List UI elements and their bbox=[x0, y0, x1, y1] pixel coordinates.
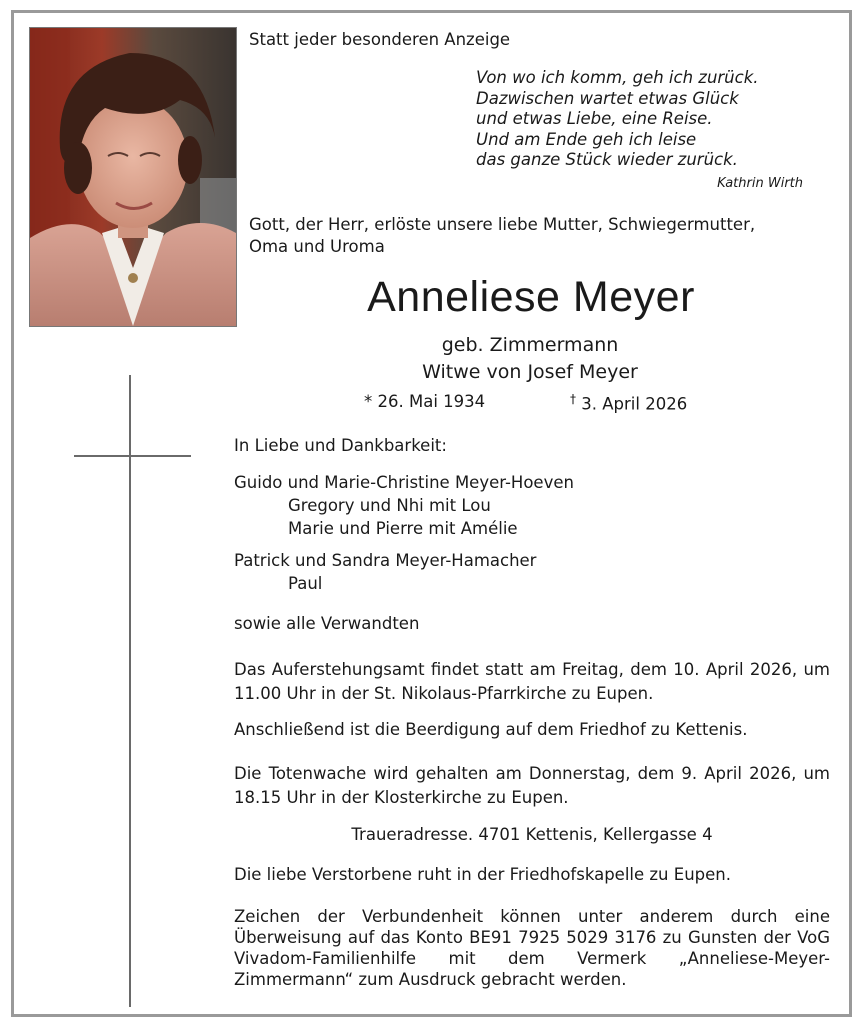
mourners-intro: In Liebe und Dankbarkeit: bbox=[234, 436, 447, 455]
death-date-value: 3. April 2026 bbox=[581, 394, 688, 414]
poem-line: Und am Ende geh ich leise bbox=[476, 129, 697, 149]
poem-author: Kathrin Wirth bbox=[717, 176, 803, 191]
poem-line: und etwas Liebe, eine Reise. bbox=[476, 109, 713, 129]
poem-line: Dazwischen wartet etwas Glück bbox=[476, 88, 739, 108]
death-date bbox=[570, 392, 687, 414]
deceased-name: Anneliese Meyer bbox=[367, 273, 695, 321]
mourning-address: Traueradresse. 4701 Kettenis, Kellergasse 4 bbox=[351, 825, 713, 844]
maiden-name: geb. Zimmermann bbox=[441, 334, 619, 356]
relatives: sowie alle Verwandten bbox=[234, 614, 420, 633]
resting-info: Die liebe Verstorbene ruht in der Friedhofskapelle zu Eupen. bbox=[234, 865, 731, 884]
announcement bbox=[249, 214, 839, 257]
widow-line: Witwe von Josef Meyer bbox=[422, 361, 638, 383]
mass-info: Das Auferstehungsamt findet statt am Freitag, dem 10. April 2026, um 11.00 Uhr in der St. Nikolaus-Pfarrkirche zu Eupen. bbox=[234, 660, 830, 703]
announcement-line: Gott, der Herr, erlöste unsere liebe Mutter, Schwiegermutter, bbox=[249, 215, 756, 234]
family-1-child: Marie und Pierre mit Amélie bbox=[288, 519, 518, 538]
intro-line: Statt jeder besonderen Anzeige bbox=[249, 30, 511, 49]
birth-symbol: * bbox=[364, 392, 373, 411]
announcement-line: Oma und Uroma bbox=[249, 236, 385, 256]
family-2-child: Paul bbox=[288, 574, 323, 593]
wake-info: Die Totenwache wird gehalten am Donnerstag, dem 9. April 2026, um 18.15 Uhr in der Klosterkirche zu Eupen. bbox=[234, 764, 830, 807]
burial-info: Anschließend ist die Beerdigung auf dem Friedhof zu Kettenis. bbox=[234, 720, 748, 739]
poem-line: Von wo ich komm, geh ich zurück. bbox=[476, 68, 759, 87]
death-symbol: † bbox=[570, 392, 576, 406]
birth-date-value: 26. Mai 1934 bbox=[377, 392, 486, 411]
family-1-child: Gregory und Nhi mit Lou bbox=[288, 496, 491, 515]
cross-vertical bbox=[129, 375, 131, 1007]
family-2: Patrick und Sandra Meyer-Hamacher bbox=[234, 551, 537, 570]
donation-info: Zeichen der Verbundenheit können unter anderem durch eine Überweisung auf das Konto BE91 7925 5029 3176 zu Gunsten der VoG Vivadom-Familienhilfe mit dem Vermerk „Anneliese-Meyer-Zimmermann“ zum Ausdruck gebracht werden. bbox=[234, 907, 830, 989]
poem-line: das ganze Stück wieder zurück. bbox=[476, 150, 738, 170]
poem bbox=[476, 68, 759, 171]
family-1: Guido und Marie-Christine Meyer-Hoeven bbox=[234, 473, 574, 492]
cross-horizontal bbox=[74, 455, 191, 457]
birth-date bbox=[364, 392, 485, 411]
